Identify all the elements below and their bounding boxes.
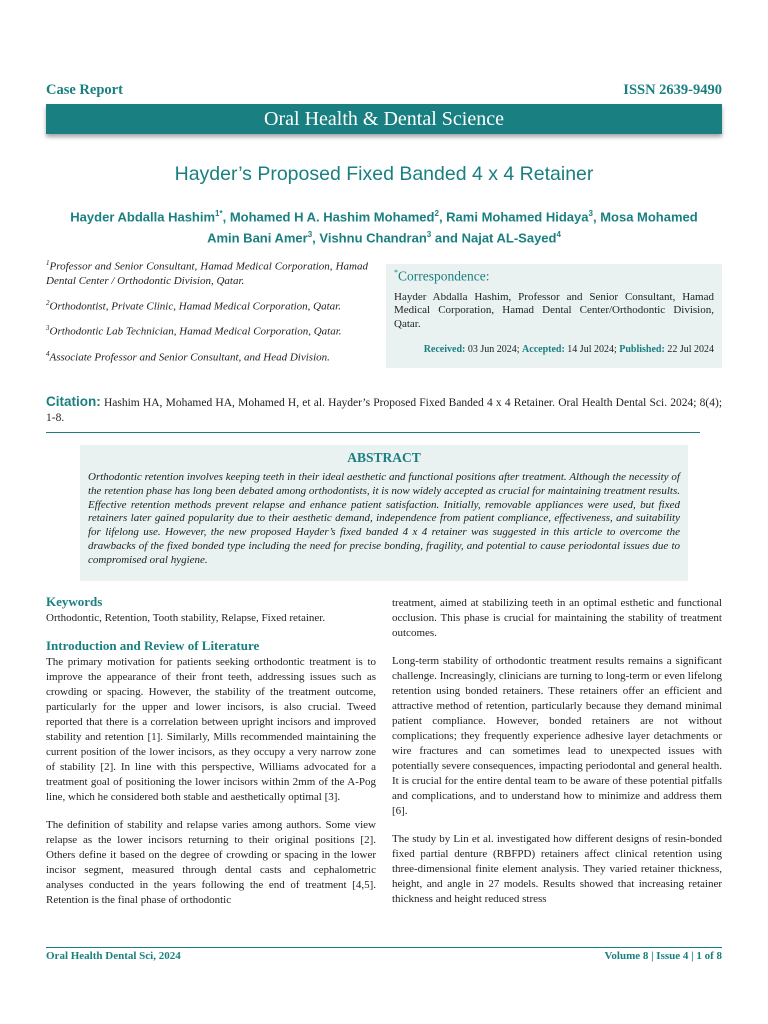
author-list: Hayder Abdalla Hashim$^{1*}$, Mohamed H A. Hashim Mohamed$^2$, Rami Mohamed Hidaya$^3$, Mosa Mohamed Amin Bani Amer$^3$, Vishnu Chandran$^3$ and Najat AL-Sayed$^4$ xyxy=(70,209,698,246)
right-column xyxy=(392,596,722,920)
footer-journal: Oral Health Dental Sci, 2024 xyxy=(46,950,181,962)
received-label: Received: xyxy=(423,344,466,355)
abstract-text: Orthodontic retention involves keeping teeth in their ideal aesthetic and functional positions after treatment. Although the necessity of the retention phase has long been debated among orthodontists, it is now widely accepted as crucial for maintaining treatment results. Effective retention methods prevent relapse and enhance patient satisfaction. Initially, removable appliances were used, but fixed retainers later gained popularity due to their aesthetic demand, independence from patient compliance, effectiveness, and suitability for lifelong use. However, the new proposed Hayder’s fixed banded 4 x 4 retainer was suggested in this article to overcome the drawbacks of the fixed bonded type including the need for precise bonding, fragility, and potential to cause periodontal issues due to compromised oral hygiene. xyxy=(88,471,680,566)
affiliation xyxy=(46,256,368,288)
affiliation xyxy=(46,347,368,365)
affiliation-sup: 4 xyxy=(46,349,50,358)
author-name: Najat AL-Sayed xyxy=(461,230,557,246)
article-title: Hayder’s Proposed Fixed Banded 4 x 4 Retainer xyxy=(174,163,594,185)
publication-dates xyxy=(394,344,714,355)
affiliation xyxy=(46,321,368,339)
received-date: 03 Jun 2024; xyxy=(467,344,520,355)
accepted-label: Accepted: xyxy=(522,344,565,355)
keywords-text: Orthodontic, Retention, Tooth stability, Relapse, Fixed retainer. xyxy=(46,612,326,624)
affiliation-text: Orthodontist, Private Clinic, Hamad Medical Corporation, Qatar. xyxy=(49,300,341,313)
author-sup: 4 xyxy=(556,230,561,240)
affiliation-sup: 1 xyxy=(46,259,50,267)
paragraph: treatment, aimed at stabilizing teeth in an optimal esthetic and functional occlusion. This phase is crucial for maintaining the stability of treatment outcomes. xyxy=(392,597,722,639)
correspondence-box xyxy=(386,264,722,368)
issn: ISSN 2639-9490 xyxy=(623,82,722,98)
author-name: Vishnu Chandran xyxy=(319,230,427,246)
correspondence-label: Correspondence: xyxy=(398,268,490,284)
accepted-date: 14 Jul 2024; xyxy=(567,344,617,355)
affiliation-text: Professor and Senior Consultant, Hamad Medical Corporation, Hamad Dental Center / Orthodontic Division, Qatar. xyxy=(46,260,368,287)
author-sup: 3 xyxy=(588,209,593,218)
footer-divider xyxy=(46,947,722,948)
affiliation xyxy=(46,296,368,314)
abstract-title: ABSTRACT xyxy=(347,450,421,465)
correspondence-title xyxy=(394,268,714,285)
keywords-heading: Keywords xyxy=(46,594,103,609)
affiliations xyxy=(46,256,368,373)
paragraph: The definition of stability and relapse varies among authors. Some view relapse as the lower incisors returning to their original positions [2]. Others define it based on the degree of crowding or spacing in the lower incisor segment, measured through dental casts and cephalometric analyses conducted in the years following the end of treatment [4,5]. Retention is the final phase of orthodontic xyxy=(46,819,376,906)
paragraph: The primary motivation for patients seeking orthodontic treatment is to improve the appearance of their front teeth, addressing issues such as crowding or spacing. However, the stability of the treatment outcome, particularly for the upper and lower incisors, is also crucial. Tweed reported that there is a correlation between upright incisors and improved stability and retention [1]. Similarly, Mills recommended maintaining the current position of the lower incisors, as they occupy a very narrow zone of stability [2]. In line with this perspective, Williams advocated for a treatment goal of positioning the lower incisors within 2mm of the A-Pog line, which he considered both stable and aesthetically optimal [3]. xyxy=(46,656,376,803)
author-sup: 3 xyxy=(426,230,432,240)
abstract-box xyxy=(80,445,688,581)
author-name: Mosa Mohamed Amin Bani Amer xyxy=(207,209,698,246)
citation xyxy=(46,394,722,426)
affiliation-sup: 2 xyxy=(46,298,50,307)
intro-heading: Introduction and Review of Literature xyxy=(46,638,260,653)
author-name: Rami Mohamed Hidaya xyxy=(446,209,589,225)
author-name: Hayder Abdalla Hashim xyxy=(70,209,216,225)
correspondence-sup: * xyxy=(394,268,398,277)
left-column xyxy=(46,594,376,921)
correspondence-text: Hayder Abdalla Hashim, Professor and Senior Consultant, Hamad Medical Corporation, Hamad Dental Center/Orthodontic Division, Qatar. xyxy=(394,290,714,330)
published-date: 22 Jul 2024 xyxy=(667,344,714,355)
author-name: Mohamed H A. Hashim Mohamed xyxy=(229,209,435,225)
paragraph: The study by Lin et al. investigated how different designs of resin-bonded fixed partial denture (RBFPD) retainers affect clinical retention using three-dimensional finite element analysis. They varied retainer thickness, height, and angle in 27 models. Results showed that increasing retainer thickness and height reduced stress xyxy=(392,833,722,905)
journal-title-bar: Oral Health & Dental Science xyxy=(46,104,722,134)
citation-text: Hashim HA, Mohamed HA, Mohamed H, et al. Hayder’s Proposed Fixed Banded 4 x 4 Retainer. Oral Health Dental Sci. 2024; 8(4); 1-8. xyxy=(46,397,723,424)
citation-label: Citation: xyxy=(46,394,101,409)
author-sup: 3 xyxy=(307,230,313,240)
affiliation-text: Orthodontic Lab Technician, Hamad Medical Corporation, Qatar. xyxy=(49,325,342,338)
article-type: Case Report xyxy=(46,82,123,98)
published-label: Published: xyxy=(619,344,665,355)
footer-page-info: Volume 8 | Issue 4 | 1 of 8 xyxy=(604,950,722,962)
affiliation-sup: 3 xyxy=(46,324,50,333)
divider xyxy=(46,432,700,433)
affiliation-text: Associate Professor and Senior Consultant, and Head Division. xyxy=(49,351,330,364)
paragraph: Long-term stability of orthodontic treatment results remains a significant challenge. Increasingly, clinicians are turning to long-term or even lifelong retention using bonded retainers. These retainers offer an efficient and attractive method of retention, particularly because they demand minimal patient compliance. However, bonded retainers are not without complications; they frequently experience adhesive layer detachments or wire fractures and can sometimes lead to unexpected issues with potentially severe consequences, impacting periodontal and general health. It is crucial for the entire dental team to be aware of these potential pitfalls and complications, and to understand how to minimize and address them [6]. xyxy=(392,655,722,817)
author-sup: 1* xyxy=(215,209,223,218)
author-sup: 2 xyxy=(434,209,439,218)
